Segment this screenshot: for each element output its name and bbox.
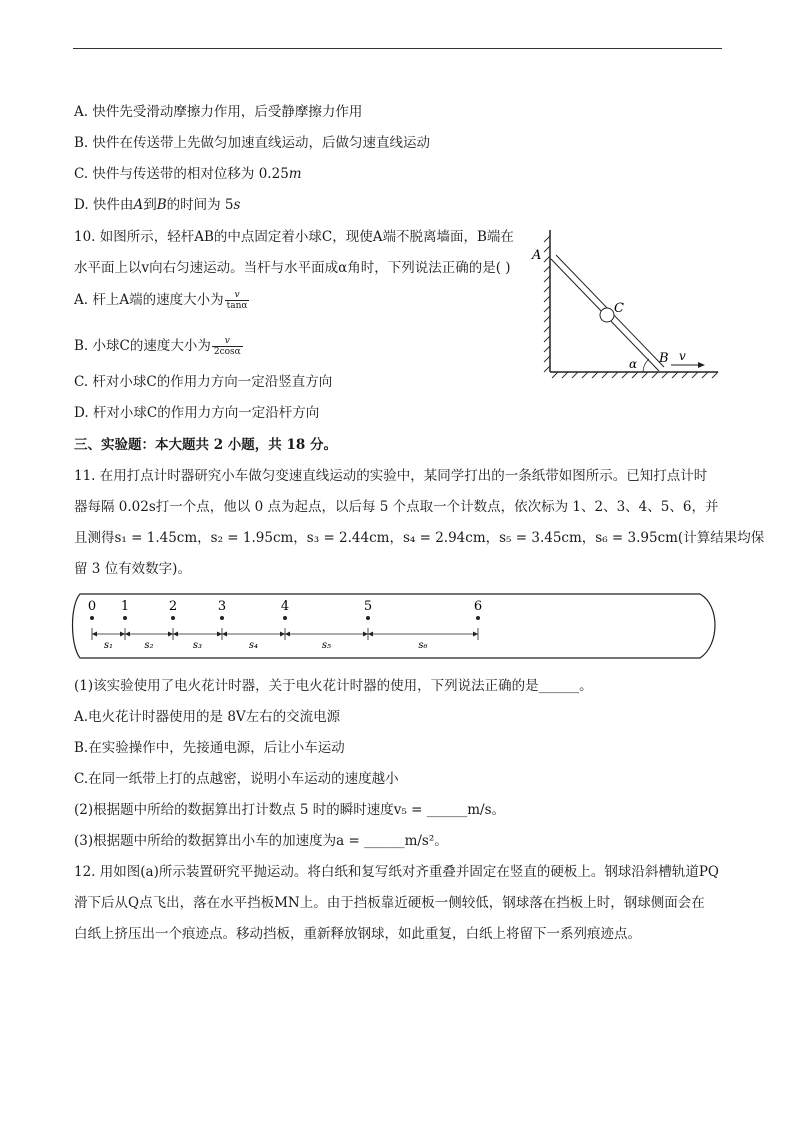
fraction-v-over-tan: $\frac{v}{\tan\alpha}$ xyxy=(226,290,248,311)
segment-arrow-left xyxy=(173,632,178,637)
q10-stem-line1: 10. 如图所示，轻杆AB的中点固定着小球C，现使A端不脱离墙面，B端在 xyxy=(74,229,514,245)
q10-option-d: D. 杆对小球C的作用力方向一定沿杆方向 xyxy=(74,405,320,421)
segment-arrow-left xyxy=(125,632,130,637)
rod-wall-figure xyxy=(528,222,724,382)
segment-arrow-right xyxy=(473,632,478,637)
segment-label: s₂ xyxy=(144,640,154,651)
tape-point-label-5: 5 xyxy=(363,599,373,614)
segment-label: s₁ xyxy=(103,640,114,651)
q11-sub3: (3)根据题中所给的数据算出小车的加速度为a = ______m/s²。 xyxy=(74,833,448,849)
q10-stem-line2: 水平面上以v向右匀速运动。当杆与水平面成α角时，下列说法正确的是( ) xyxy=(74,260,511,276)
segment-arrow-right xyxy=(363,632,368,637)
q9-option-b: B. 快件在传送带上先做匀加速直线运动，后做匀速直线运动 xyxy=(74,135,431,151)
segment-label: s₆ xyxy=(418,640,428,651)
tape-dot-2 xyxy=(171,616,175,620)
figure-label-alpha: α xyxy=(629,357,638,371)
tape-dot-0 xyxy=(90,616,94,620)
tape-point-label-1: 1 xyxy=(120,599,130,614)
q11-stem-line4: 留 3 位有效数字)。 xyxy=(74,561,191,577)
tape-point-label-2: 2 xyxy=(168,599,178,614)
header-rule xyxy=(73,48,722,49)
q12-stem-line2: 滑下后从Q点飞出，落在水平挡板MN上。由于挡板靠近硬板一侧较低，钢球落在挡板上时，钢球侧面会在 xyxy=(74,895,705,911)
q11-stem-line3: 且测得s₁ = 1.45cm，s₂ = 1.95cm，s₃ = 2.44cm，s₄ = 2.94cm，s₅ = 3.45cm，s₆ = 3.95cm(计算结果均保 xyxy=(74,530,765,546)
q11-sub1: (1)该实验使用了电火花计时器，关于电火花计时器的使用，下列说法正确的是______。 xyxy=(74,678,593,694)
tape-dot-1 xyxy=(123,616,127,620)
figure-label-v: v xyxy=(679,349,686,363)
q9-option-c: C. 快件与传送带的相对位移为 0.25m xyxy=(74,166,302,182)
q11-option-c: C.在同一纸带上打的点越密，说明小车运动的速度越小 xyxy=(74,771,399,787)
segment-arrow-left xyxy=(368,632,373,637)
q9-option-d: D. 快件由A到B的时间为 5s xyxy=(74,197,241,213)
figure-label-b: B xyxy=(659,351,669,366)
tape-point-label-4: 4 xyxy=(280,599,290,614)
q12-stem-line1: 12. 用如图(a)所示装置研究平抛运动。将白纸和复写纸对齐重叠并固定在竖直的硬板上。钢球沿斜槽轨道PQ xyxy=(74,864,719,880)
q11-stem-line1: 11. 在用打点计时器研究小车做匀变速直线运动的实验中，某同学打出的一条纸带如图所示。已知打点计时 xyxy=(74,468,708,484)
segment-label: s₅ xyxy=(321,640,332,651)
segment-arrow-right xyxy=(280,632,285,637)
tape-point-label-6: 6 xyxy=(473,599,483,614)
segment-label: s₃ xyxy=(192,640,203,651)
figure-label-a: A xyxy=(532,248,542,263)
q12-stem-line3: 白纸上挤压出一个痕迹点。移动挡板，重新释放钢球，如此重复，白纸上将留下一系列痕迹点。 xyxy=(74,926,641,942)
section-heading: 三、实验题：本大题共 2 小题，共 18 分。 xyxy=(74,437,337,453)
q11-option-a: A.电火花计时器使用的是 8V左右的交流电源 xyxy=(74,709,341,725)
tape-point-label-3: 3 xyxy=(217,599,227,614)
fraction-v-over-2cos: $\frac{v}{2\cos\alpha}$ xyxy=(213,336,241,357)
q11-option-b: B.在实验操作中，先接通电源，后让小车运动 xyxy=(74,740,345,756)
segment-arrow-right xyxy=(120,632,125,637)
tape-point-label-0: 0 xyxy=(87,599,97,614)
tape-dot-5 xyxy=(366,616,370,620)
q9-option-a: A. 快件先受滑动摩擦力作用，后受静摩擦力作用 xyxy=(74,104,363,120)
segment-arrow-left xyxy=(285,632,290,637)
segment-label: s₄ xyxy=(248,640,259,651)
q10-option-b: B. 小球C的速度大小为 $\frac{v}{2\cos\alpha}$ xyxy=(74,336,241,357)
ticker-tape-figure xyxy=(70,590,720,662)
tape-dot-3 xyxy=(220,616,224,620)
q10-option-c: C. 杆对小球C的作用力方向一定沿竖直方向 xyxy=(74,374,333,390)
segment-arrow-right xyxy=(217,632,222,637)
segment-arrow-left xyxy=(92,632,97,637)
q10-option-a: A. 杆上A端的速度大小为 $\frac{v}{\tan\alpha}$ xyxy=(74,290,248,311)
figure-label-c: C xyxy=(614,301,624,316)
tape-dot-6 xyxy=(476,616,480,620)
q11-stem-line2: 器每隔 0.02s打一个点，他以 0 点为起点，以后每 5 个点取一个计数点，依次标为 1、2、3、4、5、6，并 xyxy=(74,499,719,515)
tape-dot-4 xyxy=(283,616,287,620)
segment-arrow-left xyxy=(222,632,227,637)
segment-arrow-right xyxy=(168,632,173,637)
q11-sub2: (2)根据题中所给的数据算出打计数点 5 时的瞬时速度v₅ = ______m/s。 xyxy=(74,802,506,818)
